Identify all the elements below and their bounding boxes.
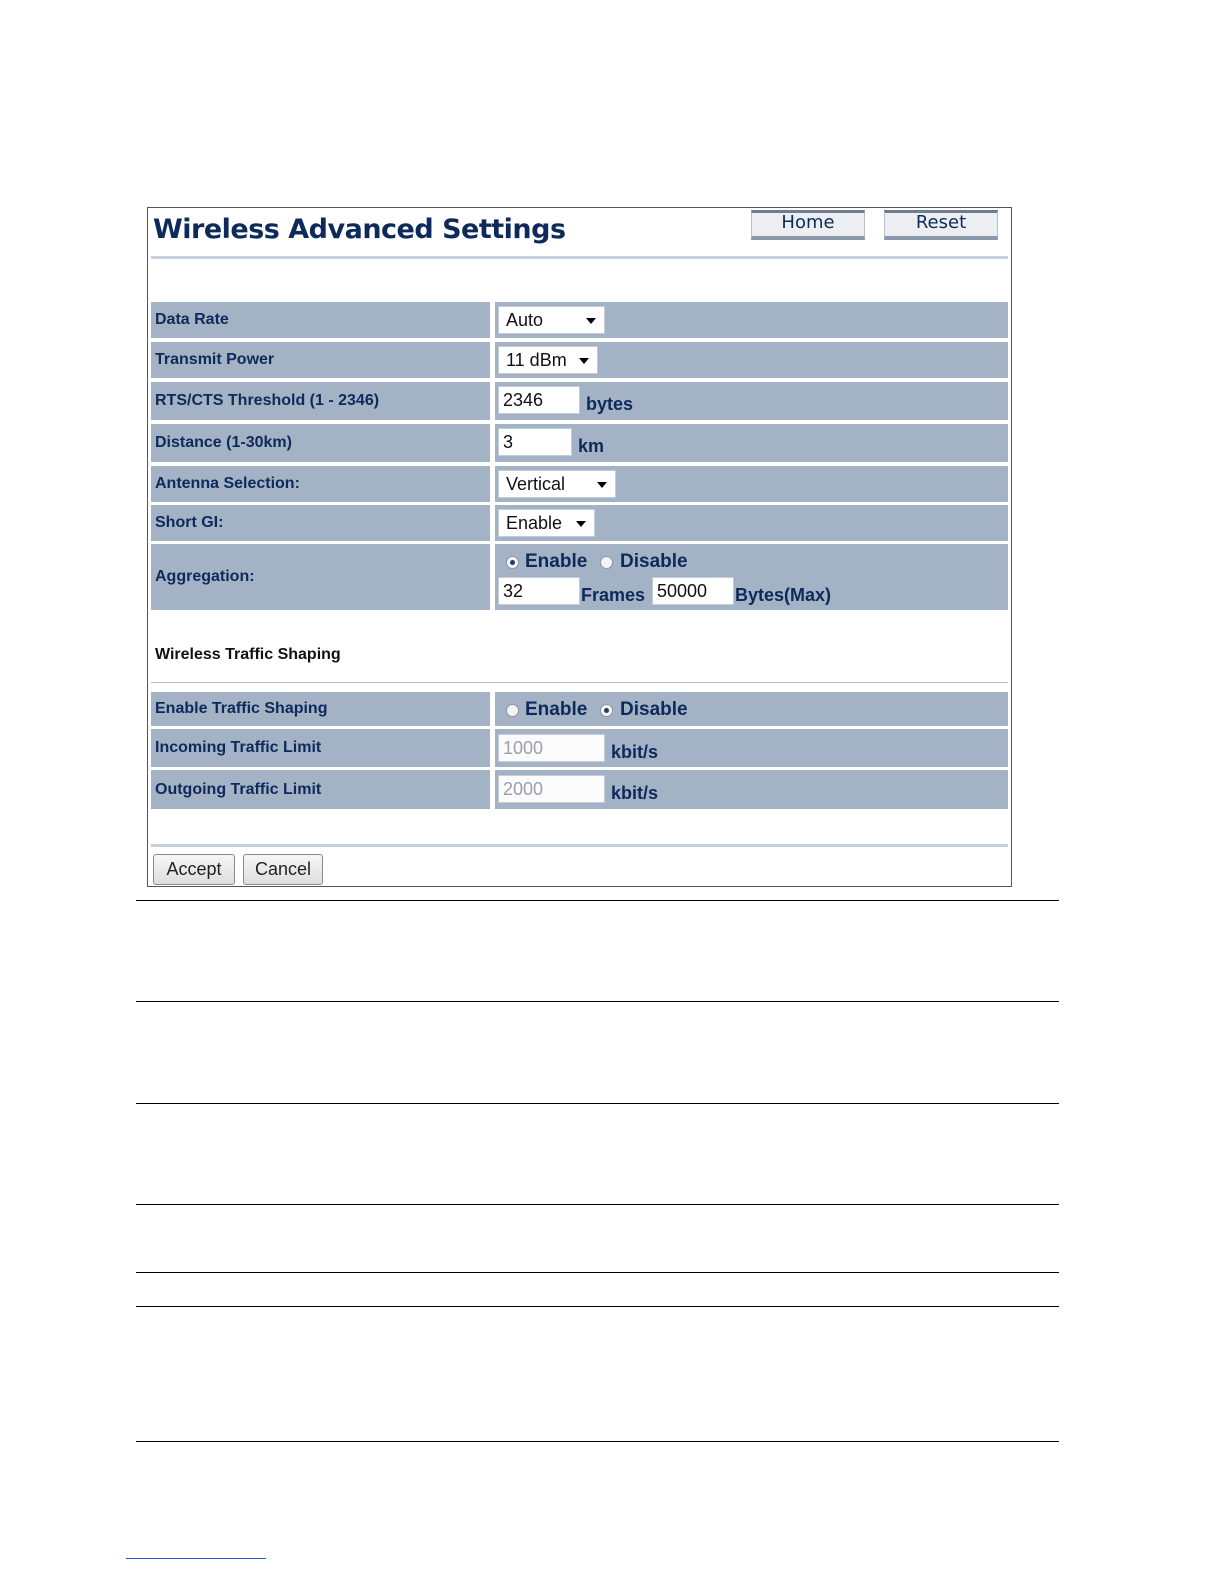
distance-label: Distance (1-30km): [151, 424, 490, 462]
row-antenna-selection: [151, 466, 1008, 502]
antenna-selection-select[interactable]: [498, 470, 616, 498]
chevron-down-icon: [597, 482, 607, 488]
aggregation-label: Aggregation:: [151, 544, 490, 610]
aggregation-disable-label: Disable: [620, 551, 688, 572]
doc-rule: [136, 1103, 1059, 1104]
reset-button[interactable]: Reset: [884, 210, 998, 240]
cancel-button[interactable]: Cancel: [243, 854, 323, 885]
rts-cts-unit: bytes: [586, 394, 634, 414]
chevron-down-icon: [586, 318, 596, 324]
transmit-power-label: Transmit Power: [151, 342, 490, 378]
distance-unit: km: [578, 436, 605, 456]
outgoing-traffic-limit-label: Outgoing Traffic Limit: [151, 770, 490, 809]
incoming-traffic-limit-label: Incoming Traffic Limit: [151, 729, 490, 767]
page-title: Wireless Advanced Settings: [153, 214, 566, 245]
aggregation-frames-input[interactable]: 32: [498, 577, 580, 605]
doc-rule: [136, 1306, 1059, 1307]
aggregation-enable-radio[interactable]: [506, 556, 519, 569]
aggregation-disable-radio[interactable]: [600, 556, 613, 569]
aggregation-bytes-unit: Bytes(Max): [735, 585, 832, 605]
short-gi-label: Short GI:: [151, 505, 490, 541]
row-short-gi: [151, 505, 1008, 541]
accept-button[interactable]: Accept: [153, 854, 235, 885]
antenna-selection-label: Antenna Selection:: [151, 466, 490, 502]
chevron-down-icon: [576, 521, 586, 527]
short-gi-value: Enable: [506, 513, 563, 533]
wireless-advanced-settings-panel: [147, 207, 1012, 887]
row-distance: [151, 424, 1008, 462]
chevron-down-icon: [579, 358, 589, 364]
aggregation-frames-unit: Frames: [581, 585, 646, 605]
traffic-shaping-enable-radio[interactable]: [506, 704, 519, 717]
aggregation-enable-label: Enable: [525, 551, 588, 572]
incoming-traffic-limit-input[interactable]: 1000: [498, 734, 605, 762]
section-divider: [151, 682, 1008, 683]
doc-rule: [136, 1272, 1059, 1273]
rts-cts-input[interactable]: 2346: [498, 386, 580, 414]
aggregation-bytes-input[interactable]: 50000: [652, 577, 734, 605]
traffic-shaping-disable-label: Disable: [620, 699, 688, 720]
short-gi-select[interactable]: [498, 509, 595, 537]
doc-rule: [136, 900, 1059, 901]
traffic-shaping-disable-radio[interactable]: [600, 704, 613, 717]
traffic-shaping-section-title: Wireless Traffic Shaping: [155, 646, 341, 663]
rts-cts-label: RTS/CTS Threshold (1 - 2346): [151, 382, 490, 420]
row-enable-traffic-shaping: [151, 692, 1008, 726]
row-data-rate: [151, 302, 1008, 338]
data-rate-value: Auto: [506, 310, 544, 330]
transmit-power-select[interactable]: [498, 346, 598, 374]
doc-rule: [136, 1001, 1059, 1002]
antenna-selection-value: Vertical: [506, 474, 566, 494]
doc-rule: [136, 1204, 1059, 1205]
header-divider: [151, 256, 1008, 259]
distance-input[interactable]: 3: [498, 428, 572, 456]
enable-traffic-shaping-label: Enable Traffic Shaping: [151, 692, 490, 726]
data-rate-select[interactable]: [498, 306, 605, 334]
footer-divider: [151, 844, 1008, 847]
transmit-power-value: 11 dBm: [506, 350, 567, 370]
row-rts-cts: [151, 382, 1008, 420]
outgoing-traffic-limit-input[interactable]: 2000: [498, 775, 605, 803]
row-aggregation: [151, 544, 1008, 610]
row-transmit-power: [151, 342, 1008, 378]
incoming-traffic-limit-unit: kbit/s: [611, 742, 659, 762]
home-button[interactable]: Home: [751, 210, 865, 240]
doc-rule: [136, 1441, 1059, 1442]
row-incoming-traffic-limit: [151, 729, 1008, 767]
row-outgoing-traffic-limit: [151, 770, 1008, 809]
footer-link-underline: [126, 1558, 266, 1559]
data-rate-label: Data Rate: [151, 302, 490, 338]
outgoing-traffic-limit-unit: kbit/s: [611, 783, 659, 803]
traffic-shaping-enable-label: Enable: [525, 699, 588, 720]
